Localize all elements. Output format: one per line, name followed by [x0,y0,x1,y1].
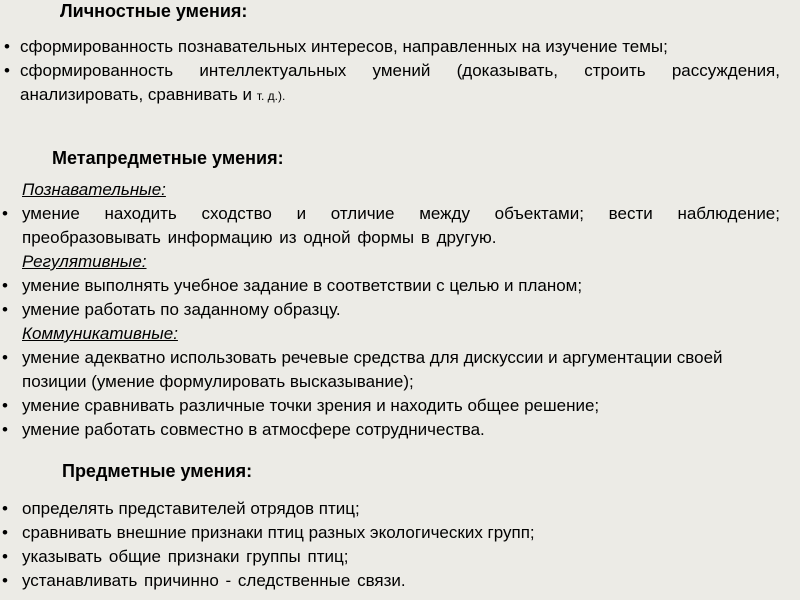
list-item [0,35,800,59]
subject-skills-title: Предметные умения [62,461,247,481]
list-item [0,346,800,394]
personal-skills-heading [60,0,247,22]
bullet-icon: • [2,523,8,542]
meta-skills-title: Метапредметные умения [52,148,278,168]
bullet-icon: • [2,547,8,566]
bullet-icon: • [2,396,8,415]
regulatory-label: Регулятивные: [22,252,147,271]
bullet-icon: • [2,204,8,223]
personal-skills-title: Личностные умения [60,1,242,21]
list-item [0,545,800,569]
list-item-text: указывать общие признаки группы птиц; [22,547,349,566]
list-item [0,394,800,418]
list-item [0,521,800,545]
bullet-icon: • [4,61,10,80]
subject-skills-heading [62,460,252,482]
list-item [0,298,800,322]
bullet-icon: • [2,300,8,319]
list-item [0,202,800,250]
list-item [0,418,800,442]
subject-skills-list [0,497,800,593]
bullet-icon: • [2,420,8,439]
meta-skills-heading [52,147,284,169]
list-item-text: сравнивать внешние признаки птиц разных экологических групп; [22,523,535,542]
list-item-text: умение работать совместно в атмосфере сотрудничества. [22,420,485,439]
list-item [0,59,800,108]
subject-skills-colon: : [246,461,253,481]
personal-skills-colon: : [241,1,248,21]
list-item-text: умение сравнивать различные точки зрения и находить общее решение; [22,396,600,415]
list-item-text: сформированность познавательных интересов, направленных на изучение темы; [20,37,668,56]
list-item-text-tail: т. д.). [256,89,286,103]
bullet-icon: • [2,276,8,295]
cognitive-label: Познавательные: [22,180,166,199]
list-item-text: устанавливать причинно - следственные связи. [22,571,406,590]
list-item-text: умение выполнять учебное задание в соответствии с целью и планом; [22,276,583,295]
list-item-text: определять представителей отрядов птиц; [22,499,360,518]
bullet-icon: • [4,37,10,56]
personal-skills-list [0,35,800,108]
list-item-text: умение работать по заданному образцу. [22,300,341,319]
list-item-text: умение находить сходство и отличие между объектами; вести наблюдение; преобразовывать информацию из одной формы в другую. [22,204,780,247]
list-item [0,569,800,593]
list-item [0,274,800,298]
list-item-text: сформированность интеллектуальных умений (доказывать, строить рассуждения, анализировать, сравнивать и [20,61,780,104]
list-item-text: умение адекватно использовать речевые средства для дискуссии и аргументации своей позиции (умение формулировать высказывание); [22,348,723,391]
meta-skills-list [0,178,800,442]
bullet-icon: • [2,348,8,367]
bullet-icon: • [2,571,8,590]
bullet-icon: • [2,499,8,518]
meta-skills-colon: : [277,148,284,168]
list-item [0,497,800,521]
communicative-label: Коммуникативные: [22,324,178,343]
